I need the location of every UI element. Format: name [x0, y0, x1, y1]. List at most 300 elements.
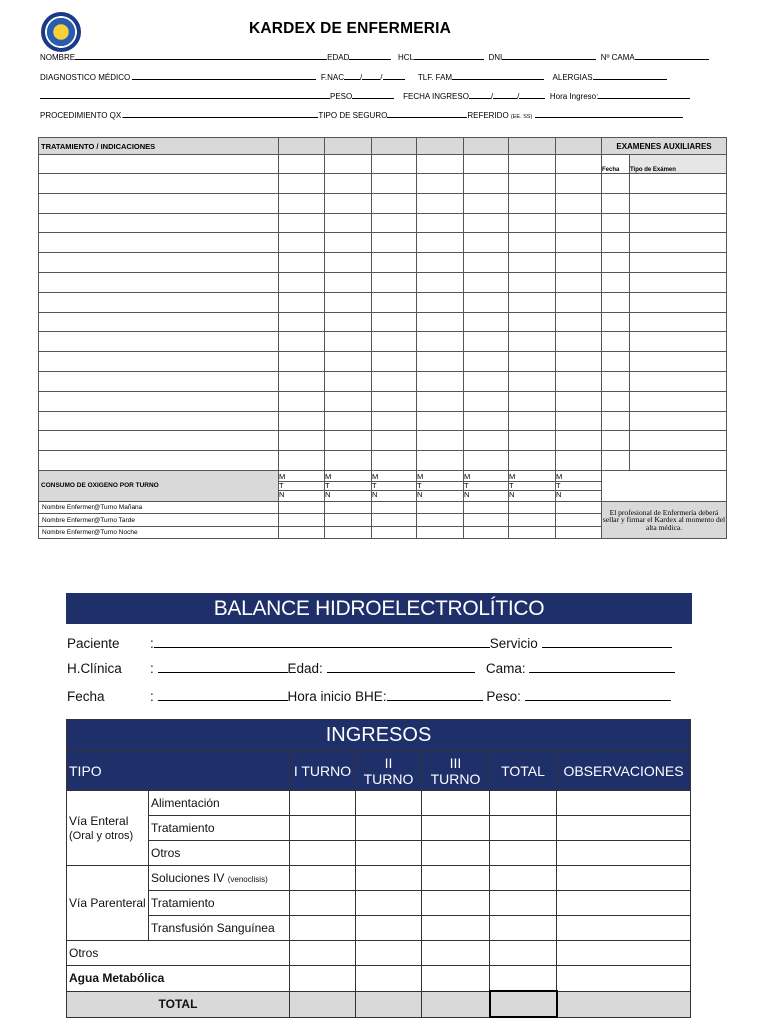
hclinica-row [150, 661, 675, 676]
dose-cell[interactable] [417, 174, 464, 194]
dose-cell[interactable] [556, 312, 602, 332]
turno-n: N [417, 489, 423, 499]
oxigeno-blank [602, 470, 727, 501]
value-cell[interactable] [356, 816, 422, 841]
dose-cell[interactable] [372, 431, 417, 451]
dose-cell[interactable] [464, 312, 509, 332]
exam-date-cell[interactable] [602, 411, 630, 431]
exam-type-cell[interactable] [630, 371, 727, 391]
dose-cell[interactable] [325, 411, 372, 431]
turno-t: T [325, 482, 371, 491]
tlf-field[interactable] [452, 73, 544, 80]
value-cell[interactable] [490, 916, 557, 941]
signature-cell[interactable] [417, 526, 464, 539]
dose-cell[interactable] [464, 213, 509, 233]
exam-date-cell[interactable] [602, 213, 630, 233]
hora-inicio-field[interactable] [387, 690, 483, 701]
signature-cell[interactable] [372, 501, 417, 514]
nombre-field[interactable] [75, 53, 327, 60]
value-cell[interactable] [490, 966, 557, 992]
peso-field[interactable] [525, 690, 671, 701]
exam-type-cell[interactable] [630, 451, 727, 471]
treatment-cell[interactable] [39, 213, 279, 233]
dose-cell[interactable] [464, 371, 509, 391]
dose-cell[interactable] [372, 391, 417, 411]
total-cell[interactable] [356, 991, 422, 1017]
value-cell[interactable] [356, 841, 422, 866]
alergias-field[interactable] [593, 73, 667, 80]
dose-cell[interactable] [556, 155, 602, 174]
dose-cell[interactable] [556, 292, 602, 312]
value-cell[interactable] [290, 816, 356, 841]
treatment-cell[interactable] [39, 411, 279, 431]
dose-cell[interactable] [417, 431, 464, 451]
signature-cell[interactable] [325, 514, 372, 527]
paciente-row [150, 636, 672, 651]
dose-cell[interactable] [556, 233, 602, 253]
dose-cell[interactable] [556, 174, 602, 194]
value-cell[interactable] [422, 941, 490, 966]
dose-cell[interactable] [279, 174, 325, 194]
dose-cell[interactable] [417, 253, 464, 273]
diagnostico-field-2[interactable] [40, 92, 330, 99]
value-cell[interactable] [356, 791, 422, 816]
dose-cell[interactable] [509, 233, 556, 253]
dose-cell[interactable] [325, 174, 372, 194]
colon: : [150, 689, 154, 704]
dose-cell[interactable] [279, 155, 325, 174]
value-cell[interactable] [356, 966, 422, 992]
total-obs-cell[interactable] [557, 991, 691, 1017]
treatment-cell[interactable] [39, 174, 279, 194]
signature-cell[interactable] [509, 501, 556, 514]
dose-cell[interactable] [279, 391, 325, 411]
dose-cell[interactable] [464, 253, 509, 273]
dose-cell[interactable] [509, 312, 556, 332]
value-cell[interactable] [422, 891, 490, 916]
value-cell[interactable] [422, 841, 490, 866]
value-cell[interactable] [557, 916, 691, 941]
dose-cell[interactable] [325, 352, 372, 372]
fnac-year[interactable] [383, 73, 405, 80]
exam-type-cell[interactable] [630, 431, 727, 451]
exam-date-cell[interactable] [602, 451, 630, 471]
dose-cell[interactable] [325, 213, 372, 233]
value-cell[interactable] [490, 841, 557, 866]
turno-t: T [372, 482, 416, 491]
dose-cell[interactable] [372, 272, 417, 292]
exam-type-cell[interactable] [630, 292, 727, 312]
dose-cell[interactable] [417, 272, 464, 292]
signature-cell[interactable] [417, 501, 464, 514]
turno-n: N [325, 489, 331, 499]
dose-cell[interactable] [556, 352, 602, 372]
referido-field[interactable] [535, 111, 683, 118]
dose-cell[interactable] [325, 312, 372, 332]
row-alimentacion: Alimentación [149, 791, 290, 816]
turno-m: M [464, 473, 508, 482]
dose-cell[interactable] [509, 292, 556, 312]
value-cell[interactable] [557, 791, 691, 816]
exam-date-cell[interactable] [602, 431, 630, 451]
turno-t: T [279, 482, 324, 491]
dose-cell[interactable] [325, 155, 372, 174]
dose-cell[interactable] [279, 352, 325, 372]
fnac-month[interactable] [362, 73, 380, 80]
value-cell[interactable] [490, 941, 557, 966]
dose-cell[interactable] [556, 371, 602, 391]
hcl-field[interactable] [414, 53, 484, 60]
value-cell[interactable] [490, 816, 557, 841]
dose-cell[interactable] [509, 174, 556, 194]
exam-type-cell[interactable] [630, 411, 727, 431]
hclinica-label: H.Clínica [67, 661, 122, 676]
signature-cell[interactable] [556, 514, 602, 527]
dose-cell[interactable] [417, 451, 464, 471]
dose-cell[interactable] [325, 233, 372, 253]
signature-cell[interactable] [464, 526, 509, 539]
dose-cell[interactable] [279, 253, 325, 273]
treatment-cell[interactable] [39, 292, 279, 312]
fi-year[interactable] [519, 92, 545, 99]
dni-field[interactable] [502, 53, 596, 60]
peso-label: Peso: [486, 689, 521, 704]
dose-cell[interactable] [417, 411, 464, 431]
col-turno-3: III TURNO [422, 752, 490, 791]
value-cell[interactable] [290, 916, 356, 941]
exam-type-cell[interactable] [630, 272, 727, 292]
dose-cell[interactable] [279, 292, 325, 312]
exam-date-cell[interactable] [602, 391, 630, 411]
dose-cell[interactable] [279, 431, 325, 451]
signature-cell[interactable] [279, 501, 325, 514]
dose-cell[interactable] [417, 332, 464, 352]
exam-type-cell[interactable] [630, 174, 727, 194]
exam-type-cell[interactable] [630, 253, 727, 273]
fi-month[interactable] [493, 92, 517, 99]
turno-t: T [417, 482, 463, 491]
procedimiento-field[interactable] [123, 111, 318, 118]
value-cell[interactable] [557, 841, 691, 866]
dose-cell[interactable] [372, 371, 417, 391]
value-cell[interactable] [422, 816, 490, 841]
row-otros: Otros [67, 941, 290, 966]
treatment-cell[interactable] [39, 431, 279, 451]
dose-cell[interactable] [279, 451, 325, 471]
dose-cell[interactable] [279, 233, 325, 253]
signature-cell[interactable] [464, 514, 509, 527]
hclinica-field[interactable] [158, 662, 288, 673]
fi-day[interactable] [469, 92, 491, 99]
ingresos-header: INGRESOS [67, 720, 691, 752]
dose-cell[interactable] [279, 213, 325, 233]
total-cell[interactable] [422, 991, 490, 1017]
signature-cell[interactable] [372, 526, 417, 539]
fecha-row [150, 689, 671, 704]
cama-field[interactable] [529, 662, 675, 673]
dose-cell[interactable] [325, 332, 372, 352]
signature-cell[interactable] [372, 514, 417, 527]
dose-cell[interactable] [372, 213, 417, 233]
dose-cell[interactable] [464, 411, 509, 431]
dose-cell[interactable] [325, 272, 372, 292]
fnac-day[interactable] [344, 73, 360, 80]
signature-cell[interactable] [556, 501, 602, 514]
dose-cell[interactable] [464, 155, 509, 174]
row-otros-enteral: Otros [149, 841, 290, 866]
turno-m: M [372, 473, 416, 482]
dose-cell[interactable] [372, 193, 417, 213]
exam-date-cell[interactable] [602, 272, 630, 292]
dose-cell[interactable] [509, 391, 556, 411]
value-cell[interactable] [290, 891, 356, 916]
dose-cell[interactable] [372, 411, 417, 431]
fecha-ingreso-label: FECHA INGRESO [403, 92, 469, 101]
examenes-header: EXAMENES AUXILIARES [602, 138, 727, 155]
exam-type-cell[interactable] [630, 332, 727, 352]
field-row-2: DIAGNOSTICO MÉDICO F.NAC / / TLF. FAM ALERGIAS [40, 73, 667, 82]
fecha-field[interactable] [158, 690, 288, 701]
signature-cell[interactable] [325, 526, 372, 539]
exam-type-cell[interactable] [630, 352, 727, 372]
dose-cell[interactable] [325, 292, 372, 312]
diagnostico-field[interactable] [132, 73, 316, 80]
soluciones-label: Soluciones IV [151, 871, 225, 885]
treatment-header-cell [325, 138, 372, 155]
edad-field[interactable] [327, 662, 475, 673]
row-soluciones [149, 866, 290, 891]
hora-ingreso-field[interactable] [598, 92, 690, 99]
grand-total-cell[interactable] [490, 991, 557, 1017]
treatment-cell[interactable] [39, 233, 279, 253]
value-cell[interactable] [356, 941, 422, 966]
dose-cell[interactable] [464, 332, 509, 352]
dose-cell[interactable] [325, 193, 372, 213]
treatment-cell[interactable] [39, 155, 279, 174]
treatment-cell[interactable] [39, 193, 279, 213]
exam-type-cell[interactable] [630, 233, 727, 253]
dose-cell[interactable] [417, 233, 464, 253]
treatment-header-cell [464, 138, 509, 155]
signature-cell[interactable] [509, 526, 556, 539]
peso-field[interactable] [352, 92, 394, 99]
treatment-header-cell [556, 138, 602, 155]
value-cell[interactable] [290, 866, 356, 891]
exam-date-cell[interactable] [602, 352, 630, 372]
turno-m: M [417, 473, 463, 482]
dose-cell[interactable] [509, 352, 556, 372]
value-cell[interactable] [356, 916, 422, 941]
dose-cell[interactable] [279, 193, 325, 213]
dose-cell[interactable] [372, 352, 417, 372]
dose-cell[interactable] [556, 253, 602, 273]
value-cell[interactable] [422, 916, 490, 941]
value-cell[interactable] [557, 891, 691, 916]
dose-cell[interactable] [372, 312, 417, 332]
exam-date-cell[interactable] [602, 174, 630, 194]
dose-cell[interactable] [417, 193, 464, 213]
via-enteral [67, 791, 149, 866]
value-cell[interactable] [356, 891, 422, 916]
dose-cell[interactable] [325, 253, 372, 273]
dose-cell[interactable] [372, 155, 417, 174]
dose-cell[interactable] [464, 451, 509, 471]
dose-cell[interactable] [464, 431, 509, 451]
value-cell[interactable] [557, 866, 691, 891]
exam-type-cell[interactable] [630, 312, 727, 332]
value-cell[interactable] [422, 866, 490, 891]
exam-date-cell[interactable] [602, 312, 630, 332]
cama-field[interactable] [635, 53, 709, 60]
signature-cell[interactable] [464, 501, 509, 514]
dose-cell[interactable] [325, 451, 372, 471]
dose-cell[interactable] [556, 411, 602, 431]
turno-cell[interactable] [279, 470, 325, 501]
value-cell[interactable] [490, 866, 557, 891]
dose-cell[interactable] [417, 292, 464, 312]
dose-cell[interactable] [279, 371, 325, 391]
dose-cell[interactable] [509, 155, 556, 174]
dose-cell[interactable] [509, 272, 556, 292]
exam-date-cell[interactable] [602, 292, 630, 312]
signature-cell[interactable] [279, 514, 325, 527]
dose-cell[interactable] [509, 451, 556, 471]
exam-type-cell[interactable] [630, 193, 727, 213]
dose-cell[interactable] [372, 451, 417, 471]
dose-cell[interactable] [417, 371, 464, 391]
colon: : [150, 661, 154, 676]
signature-cell[interactable] [279, 526, 325, 539]
turno-cell[interactable] [464, 470, 509, 501]
dose-cell[interactable] [372, 174, 417, 194]
dose-cell[interactable] [556, 391, 602, 411]
dose-cell[interactable] [279, 332, 325, 352]
peso-label: PESO [330, 92, 353, 101]
exam-date-cell[interactable] [602, 233, 630, 253]
seguro-label: TIPO DE SEGURO [318, 111, 388, 120]
treatment-cell[interactable] [39, 371, 279, 391]
exam-date-cell[interactable] [602, 371, 630, 391]
turno-cell[interactable] [509, 470, 556, 501]
value-cell[interactable] [490, 891, 557, 916]
row-transfusion: Transfusión Sanguínea [149, 916, 290, 941]
dose-cell[interactable] [556, 332, 602, 352]
exam-date-cell[interactable] [602, 332, 630, 352]
turno-cell[interactable] [372, 470, 417, 501]
exam-date-cell[interactable] [602, 253, 630, 273]
dose-cell[interactable] [417, 213, 464, 233]
treatment-cell[interactable] [39, 352, 279, 372]
value-cell[interactable] [290, 966, 356, 992]
exam-type-cell[interactable] [630, 391, 727, 411]
dose-cell[interactable] [279, 411, 325, 431]
dose-cell[interactable] [417, 155, 464, 174]
servicio-field[interactable] [542, 637, 672, 648]
dose-cell[interactable] [509, 431, 556, 451]
edad-field[interactable] [349, 53, 391, 60]
dose-cell[interactable] [464, 174, 509, 194]
dose-cell[interactable] [509, 193, 556, 213]
dose-cell[interactable] [279, 272, 325, 292]
dose-cell[interactable] [372, 292, 417, 312]
value-cell[interactable] [290, 841, 356, 866]
turno-cell[interactable] [417, 470, 464, 501]
dose-cell[interactable] [556, 451, 602, 471]
dose-cell[interactable] [509, 213, 556, 233]
dose-cell[interactable] [417, 352, 464, 372]
value-cell[interactable] [557, 966, 691, 992]
dose-cell[interactable] [556, 213, 602, 233]
turno-cell[interactable] [325, 470, 372, 501]
paciente-field[interactable] [154, 637, 490, 648]
dose-cell[interactable] [325, 431, 372, 451]
dose-cell[interactable] [464, 193, 509, 213]
signature-cell[interactable] [556, 526, 602, 539]
dose-cell[interactable] [464, 233, 509, 253]
hcl-label: HCL [398, 53, 415, 62]
dose-cell[interactable] [509, 411, 556, 431]
dose-cell[interactable] [464, 352, 509, 372]
value-cell[interactable] [356, 866, 422, 891]
dose-cell[interactable] [372, 332, 417, 352]
value-cell[interactable] [290, 791, 356, 816]
dose-cell[interactable] [509, 253, 556, 273]
col-tipo: TIPO [67, 752, 290, 791]
dose-cell[interactable] [464, 292, 509, 312]
dose-cell[interactable] [509, 332, 556, 352]
exam-type-cell[interactable] [630, 213, 727, 233]
seguro-field[interactable] [387, 111, 467, 118]
dose-cell[interactable] [556, 193, 602, 213]
col-observaciones: OBSERVACIONES [557, 752, 691, 791]
total-cell[interactable] [290, 991, 356, 1017]
turno-cell[interactable] [556, 470, 602, 501]
dose-cell[interactable] [325, 391, 372, 411]
value-cell[interactable] [557, 941, 691, 966]
dose-cell[interactable] [325, 371, 372, 391]
value-cell[interactable] [557, 816, 691, 841]
diagnostico-label: DIAGNOSTICO MÉDICO [40, 73, 131, 82]
dose-cell[interactable] [556, 431, 602, 451]
treatment-cell[interactable] [39, 312, 279, 332]
value-cell[interactable] [422, 966, 490, 992]
row-total: TOTAL [67, 991, 290, 1017]
dose-cell[interactable] [417, 391, 464, 411]
dose-cell[interactable] [464, 272, 509, 292]
dose-cell[interactable] [464, 391, 509, 411]
treatment-cell[interactable] [39, 451, 279, 471]
signature-cell[interactable] [325, 501, 372, 514]
turno-n: N [372, 489, 378, 499]
treatment-cell[interactable] [39, 253, 279, 273]
treatment-cell[interactable] [39, 332, 279, 352]
signature-cell[interactable] [509, 514, 556, 527]
value-cell[interactable] [422, 791, 490, 816]
signature-cell[interactable] [417, 514, 464, 527]
dose-cell[interactable] [372, 233, 417, 253]
dose-cell[interactable] [279, 312, 325, 332]
value-cell[interactable] [290, 941, 356, 966]
dose-cell[interactable] [509, 371, 556, 391]
edad-label: EDAD [327, 53, 350, 62]
dose-cell[interactable] [556, 272, 602, 292]
exam-date-cell[interactable] [602, 193, 630, 213]
treatment-cell[interactable] [39, 272, 279, 292]
dose-cell[interactable] [372, 253, 417, 273]
treatment-cell[interactable] [39, 391, 279, 411]
dose-cell[interactable] [417, 312, 464, 332]
value-cell[interactable] [490, 791, 557, 816]
